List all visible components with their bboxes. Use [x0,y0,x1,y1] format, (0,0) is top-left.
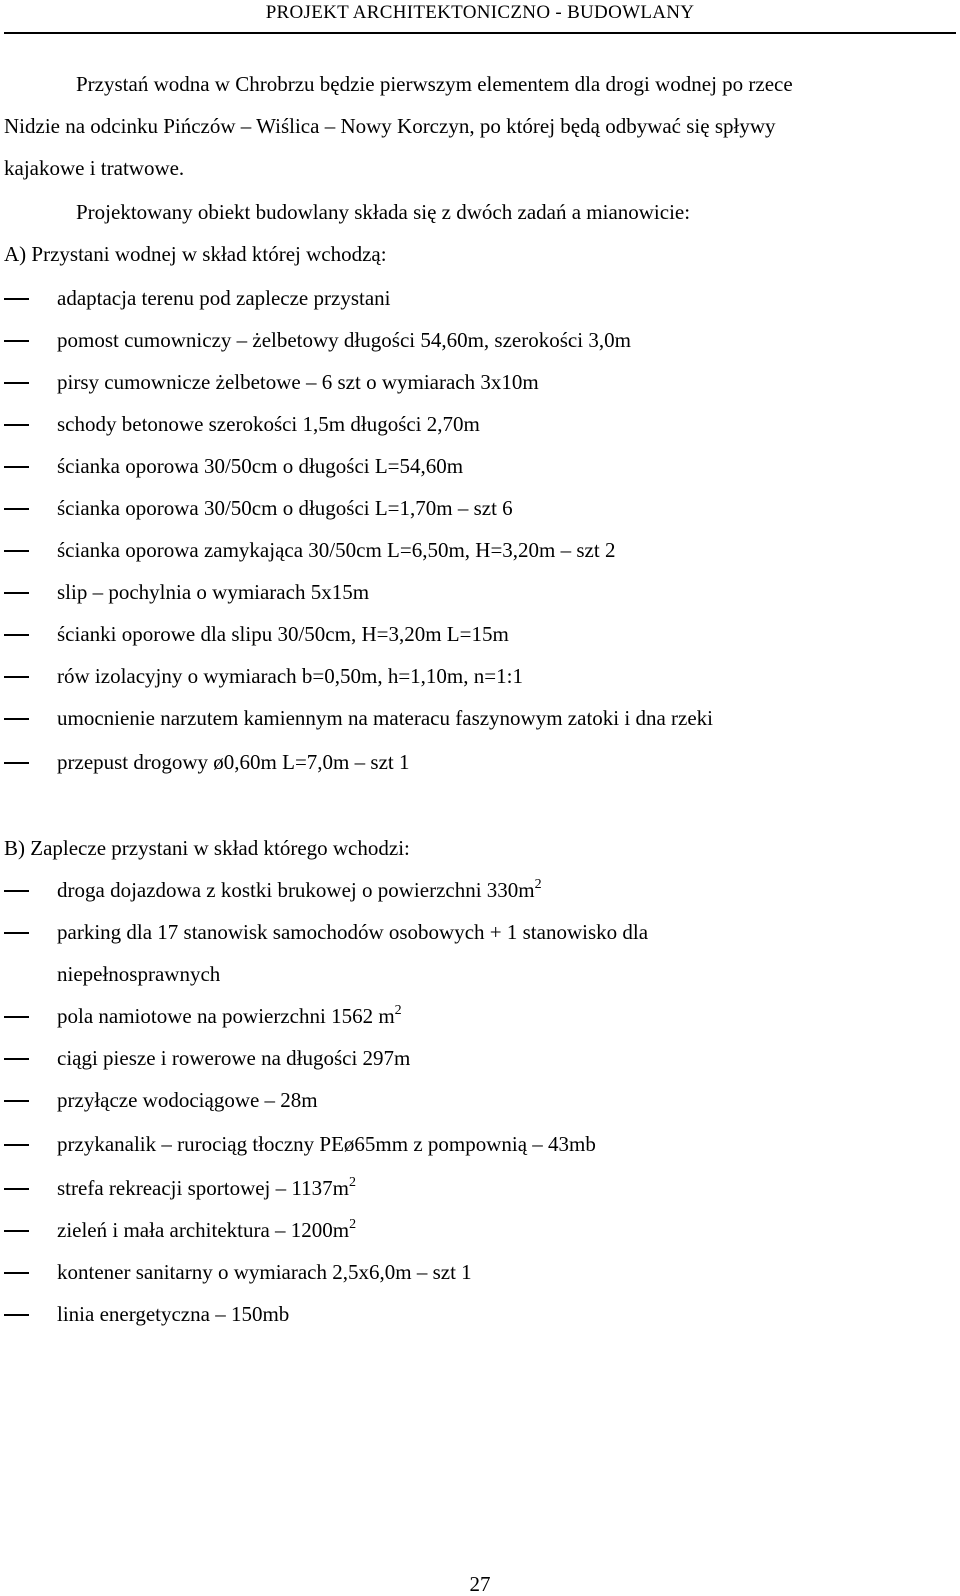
list-dash [4,424,29,426]
list-dash [4,298,29,300]
list-item-text: pola namiotowe na powierzchni 1562 m [57,1004,395,1028]
list-dash [4,1230,29,1232]
list-item-text: przyłącze wodociągowe – 28m [57,1088,318,1112]
list-item: ścianka oporowa zamykająca 30/50cm L=6,50m, H=3,20m – szt 2 [57,538,616,562]
section-a-heading: A) Przystani wodnej w skład której wchodzą: [4,242,387,266]
list-dash [4,1100,29,1102]
list-item: slip – pochylnia o wymiarach 5x15m [57,580,370,604]
list-item: schody betonowe szerokości 1,5m długości 2,70m [57,412,480,436]
list-item-text: droga dojazdowa z kostki brukowej o powierzchni 330m [57,878,535,902]
list-item-text: strefa rekreacji sportowej – 1137m [57,1176,349,1200]
superscript: 2 [534,877,542,892]
list-item-text: linia energetyczna – 150mb [57,1302,290,1326]
list-dash [4,382,29,384]
list-item [57,1004,402,1028]
list-dash [4,1188,29,1190]
list-item [57,1218,356,1242]
list-item-text: ciągi piesze i rowerowe na długości 297m [57,1046,411,1070]
list-item [57,1132,596,1156]
list-item: adaptacja terenu pod zaplecze przystani [57,286,391,310]
header-title: PROJEKT ARCHITEKTONICZNO - BUDOWLANY [265,2,695,23]
list-dash [4,1314,29,1316]
list-item: pomost cumowniczy – żelbetowy długości 54,60m, szerokości 3,0m [57,328,631,352]
list-dash [4,676,29,678]
list-dash [4,762,29,764]
list-item [57,878,542,902]
list-item: ścianka oporowa 30/50cm o długości L=54,60m [57,454,464,478]
list-dash [4,1144,29,1146]
list-item: ścianka oporowa 30/50cm o długości L=1,70m – szt 6 [57,496,513,520]
list-dash [4,932,29,934]
list-dash [4,1058,29,1060]
list-item-text: kontener sanitarny o wymiarach 2,5x6,0m – szt 1 [57,1260,472,1284]
intro-line-2: Nidzie na odcinku Pińczów – Wiślica – Nowy Korczyn, po której będą odbywać się spływy [4,114,776,138]
project-intro: Projektowany obiekt budowlany składa się z dwóch zadań a mianowicie: [76,200,691,224]
list-item: ścianki oporowe dla slipu 30/50cm, H=3,20m L=15m [57,622,509,646]
list-item: pirsy cumownicze żelbetowe – 6 szt o wymiarach 3x10m [57,370,539,394]
list-dash [4,340,29,342]
list-dash [4,592,29,594]
superscript: 2 [348,1175,356,1190]
list-item: przepust drogowy ø0,60m L=7,0m – szt 1 [57,750,410,774]
header-rule [4,32,956,34]
intro-line-1: Przystań wodna w Chrobrzu będzie pierwszym elementem dla drogi wodnej po rzece [76,72,793,96]
superscript: 2 [394,1003,402,1018]
section-b-heading: B) Zaplecze przystani w skład którego wchodzi: [4,836,410,860]
list-item [57,1046,410,1070]
superscript: 2 [349,1217,357,1232]
list-dash [4,1016,29,1018]
list-item-text: parking dla 17 stanowisk samochodów osobowych + 1 stanowisko dla [57,920,649,944]
list-item: umocnienie narzutem kamiennym na materacu faszynowym zatoki i dna rzeki [57,706,713,730]
page-header [0,0,960,34]
list-item: rów izolacyjny o wymiarach b=0,50m, h=1,10m, n=1:1 [57,664,523,688]
list-dash [4,718,29,720]
list-dash [4,1272,29,1274]
list-dash [4,634,29,636]
list-item [57,920,648,944]
list-item [57,1088,318,1112]
list-dash [4,550,29,552]
list-dash [4,890,29,892]
list-item-text: zieleń i mała architektura – 1200m [57,1218,350,1242]
list-item-continuation: niepełnosprawnych [57,962,221,986]
list-dash [4,508,29,510]
list-item [57,1302,289,1326]
intro-line-3: kajakowe i tratwowe. [4,156,185,180]
list-item [57,1176,356,1200]
list-item [57,1260,472,1284]
page-number: 27 [469,1572,491,1596]
list-item-text: przykanalik – rurociąg tłoczny PEø65mm z pompownią – 43mb [57,1132,596,1156]
list-dash [4,466,29,468]
